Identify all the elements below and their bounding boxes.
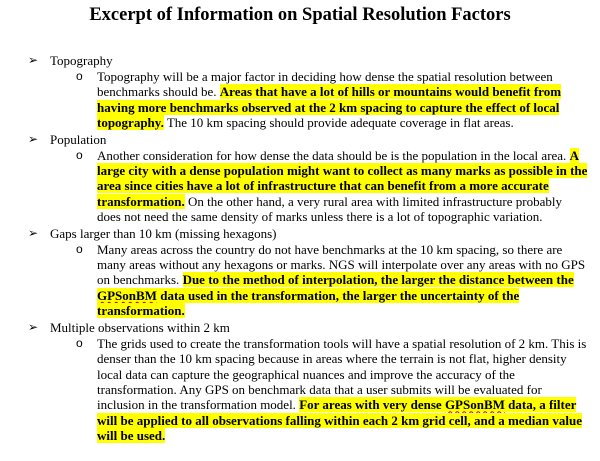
section-multiple-observations [0,319,600,444]
highlighted-text: data, a filter will be applied to all observations falling within each 2 km grid cell, and a median value will be used. [97,397,583,444]
arrow-bullet-icon: ➢ [28,131,39,146]
arrow-bullet-icon: ➢ [28,225,39,240]
section-population [0,131,600,225]
circle-bullet-icon: o [76,241,83,256]
circle-bullet-icon: o [76,335,83,350]
section-heading: Topography [50,53,113,68]
sub-item-text [97,69,588,131]
arrow-bullet-icon: ➢ [28,319,39,334]
section-heading: Population [50,131,107,147]
section-heading: Gaps larger than 10 km (missing hexagons) [50,225,277,241]
bullet-list [0,52,600,444]
section-topography [0,52,600,131]
circle-bullet-icon: o [76,69,83,83]
highlighted-term: GPSonBM [97,287,157,303]
sub-item-text [97,242,588,319]
body-text: The grids used to create the transformation tools will have a spatial resolution of 2 km. This is denser than the 10 km spacing because in areas where the terrain is not flat, higher density local data can capture the geographical nuances and improve the accuracy of the transformation. Any GPS on benchmark data that a user submits will be evaluated for inclusion in the transformation model. [97,335,587,413]
highlighted-term: GPSonBM [444,397,505,413]
highlighted-text: Areas that have a lot of hills or mountains would benefit from having more benchmarks observed at the 2 km spacing to capture the effect of local topography. [97,84,562,131]
sub-item-text [97,148,588,225]
sub-item [0,336,600,444]
sub-item [0,69,600,131]
sub-item-text [97,336,588,444]
body-text: On the other hand, a very rural area with limited infrastructure probably does not need the same density of marks unless there is a lot of topographic variation. [97,193,562,225]
highlighted-text: A large city with a dense population might want to collect as many marks as possible in the area since cities have a lot of infrastructure that can benefit from a more accurate transformation. [97,147,588,209]
circle-bullet-icon: o [76,147,83,162]
highlighted-text: For areas with very dense [299,397,445,413]
body-text: Many areas across the country do not have benchmarks at the 10 km spacing, so there are many areas without any hexagons or marks. NGS will interpolate over any areas with no GPS on benchmarks. [97,241,586,288]
body-text: The 10 km spacing should provide adequate coverage in flat areas. [163,115,514,131]
highlighted-text: data used in the transformation, the larger the uncertainty of the transformation. [97,287,520,319]
sub-item [0,148,600,225]
highlighted-text: Due to the method of interpolation, the larger the distance between the [182,272,574,288]
sub-item [0,242,600,319]
body-text: Another consideration for how dense the data should be is the population in the local area. [97,147,570,163]
document-title: Excerpt of Information on Spatial Resolution Factors [89,5,511,25]
body-text: Topography will be a major factor in deciding how dense the spatial resolution between benchmarks should be. [97,69,553,100]
section-gaps [0,225,600,319]
section-heading: Multiple observations within 2 km [50,319,230,335]
arrow-bullet-icon: ➢ [28,53,39,67]
